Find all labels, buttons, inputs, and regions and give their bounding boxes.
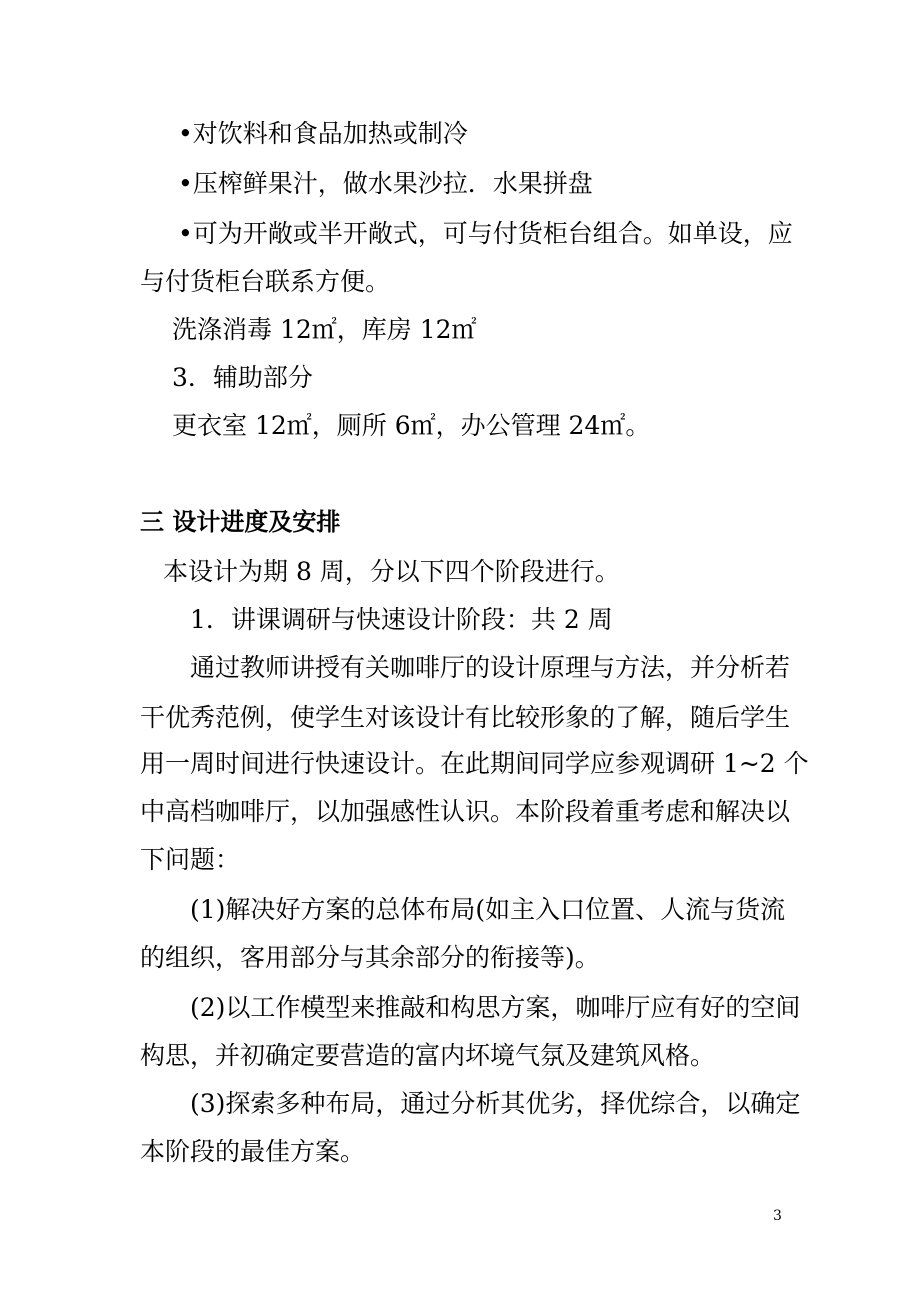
issue-3-line-1: (3)探索多种布局，通过分析其优劣，择优综合，以确定 bbox=[190, 1089, 801, 1118]
phase-1-paragraph-line-5: 下问题： bbox=[140, 845, 241, 874]
bullet-heating-cooling: •对饮料和食品加热或制冷 bbox=[178, 119, 468, 148]
phase-1-paragraph-line-4: 中高档咖啡厅，以加强感性认识。本阶段着重考虑和解决以 bbox=[140, 797, 791, 826]
page-number: 3 bbox=[773, 1208, 782, 1224]
section-auxiliary: 3．辅助部分 bbox=[172, 363, 313, 392]
bullet-open-counter: •可为开敞或半开敞式，可与付货柜台组合。如单设，应 bbox=[178, 219, 793, 248]
washing-storage-area: 洗涤消毒 12㎡，库房 12㎡ bbox=[172, 315, 477, 344]
issue-1-line-2: 的组织，客用部分与其余部分的衔接等)。 bbox=[140, 943, 600, 972]
issue-1-line-1: (1)解决好方案的总体布局(如主入口位置、人流与货流 bbox=[190, 895, 786, 924]
issue-3-line-2: 本阶段的最佳方案。 bbox=[140, 1137, 366, 1166]
phase-1-paragraph-line-1: 通过教师讲授有关咖啡厅的设计原理与方法，并分析若 bbox=[190, 653, 791, 682]
section-heading-schedule: 三 设计进度及安排 bbox=[140, 508, 341, 536]
phase-1-paragraph-line-3: 用一周时间进行快速设计。在此期间同学应参观调研 1~2 个 bbox=[140, 749, 809, 778]
schedule-intro: 本设计为期 8 周，分以下四个阶段进行。 bbox=[163, 557, 620, 586]
bullet-juice-fruit: •压榨鲜果汁，做水果沙拉．水果拼盘 bbox=[178, 169, 593, 198]
phase-1-paragraph-line-2: 干优秀范例，使学生对该设计有比较形象的了解，随后学生 bbox=[140, 703, 791, 732]
issue-2-line-1: (2)以工作模型来推敲和构思方案，咖啡厅应有好的空间 bbox=[190, 993, 801, 1022]
auxiliary-rooms: 更衣室 12㎡，厕所 6㎡，办公管理 24㎡。 bbox=[172, 411, 651, 440]
phase-1-title: 1．讲课调研与快速设计阶段：共 2 周 bbox=[190, 605, 613, 634]
issue-2-line-2: 构思，并初确定要营造的富内坏境气氛及建筑风格。 bbox=[140, 1041, 716, 1070]
bullet-open-counter-continued: 与付货柜台联系方便。 bbox=[140, 267, 391, 296]
